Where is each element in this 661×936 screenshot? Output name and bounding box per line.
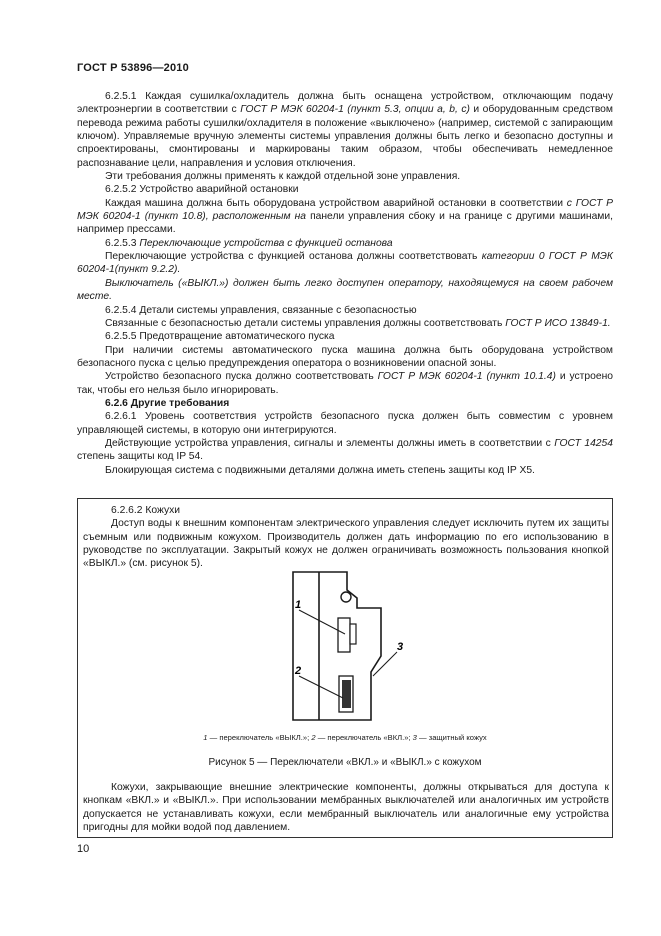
text: 6.2.5.1 Каждая сушилка/охладитель должна быть оснащена устройством, отключающим подачу электроэнергии в соответствии с (77, 91, 613, 116)
figure-legend (77, 733, 613, 742)
para-covers-2: Кожухи, закрывающие внешние электрические компоненты, должны открываться для доступа к кнопкам «ВКЛ.» и «ВЫКЛ.». При использовании мембранных выключателей или аналогичных им устройств допускается не устанавливать кожухи, если мембранный выключатель или аналогичные ему устройства пригодны для мойки водой под давлением. (83, 782, 609, 834)
document-header: ГОСТ Р 53896—2010 (77, 62, 189, 74)
reference: ГОСТ 14254 (554, 437, 613, 449)
para-6-2-5-1 (77, 90, 613, 170)
legend-text: — переключатель «ВЫКЛ.»; (207, 733, 312, 742)
figure-5-drawing (285, 568, 415, 728)
reference: ГОСТ Р МЭК 60204-1 (пункт 5.3, опции а, b, c) (240, 104, 470, 116)
heading-6-2-5-3 (77, 237, 613, 250)
legend-text: — защитный кожух (416, 733, 487, 742)
figure-label-2: 2 (295, 665, 302, 677)
para-6-2-5-2 (77, 197, 613, 237)
para-6-2-5-4 (77, 317, 613, 330)
text: степень защиты код IP 54. (77, 451, 204, 463)
para-covers: Доступ воды к внешним компонентам электрического управления следует исключить путем их защиты съемным или подвижным кожухом. Производитель должен дать информацию по его использованию в руководстве по эксплуатации. Закрытый кожух не должен ограничивать возможность пользования кнопкой «ВЫКЛ.» (см. рисунок 5). (83, 518, 609, 570)
text: Связанные с безопасностью детали системы управления должны соответствовать (105, 317, 506, 329)
para-6-2-6-1-b (77, 437, 613, 464)
para-6-2-5-3-switch: Выключатель («ВЫКЛ.») должен быть легко доступен оператору, находящемуся на своем рабочем месте. (77, 277, 613, 303)
protective-cover-outline (293, 572, 381, 720)
text: Устройство безопасного пуска должно соответствовать (105, 371, 378, 383)
leader-line-2 (299, 676, 343, 698)
heading-number: 6.2.5.3 (105, 237, 140, 249)
heading-text: Переключающие устройства с функцией останова (139, 237, 393, 249)
figure-caption: Рисунок 5 — Переключатели «ВКЛ.» и «ВЫКЛ.» с кожухом (208, 757, 482, 768)
reference: категории 0 ГОСТ Р МЭК 60204-1(пункт 9.2.2). (77, 251, 613, 276)
heading-6-2-5-5: 6.2.5.5 Предотвращение автоматического пуска (105, 331, 335, 343)
reference: ГОСТ Р ИСО 13849-1. (505, 317, 611, 329)
text: Каждая машина должна быть оборудована устройством аварийной остановки в соответствии (105, 197, 567, 209)
box-text-top (83, 504, 609, 571)
page-number: 10 (77, 843, 90, 855)
figure-label-3: 3 (397, 641, 404, 653)
reference: ГОСТ Р МЭК 60204-1 (пункт 10.1.4) (377, 371, 556, 383)
text: Переключающие устройства с функцией останова должны соответствовать (105, 251, 482, 263)
text: и устроено так, чтобы его нельзя было игнорировать. (77, 371, 613, 396)
legend-num: 1 (203, 733, 208, 742)
para-6-2-5-3 (77, 250, 613, 277)
heading-6-2-6: 6.2.6 Другие требования (105, 397, 230, 409)
legend-num: 3 (412, 733, 417, 742)
text: панели управления сбоку и на границе с другими машинами, например прессами. (77, 211, 613, 236)
para-6-2-5-5-b (77, 370, 613, 397)
off-switch-button (350, 624, 356, 644)
text: и оборудованным средством перевода режима работы сушилки/охладителя в положение «выключено» (например, системой с запирающим ключом). Управляемые вручную элементы системы управления должны быть легко и безопасно доступны и спроектированы, смонтированы и маркированы таким образом, чтобы обеспечивать немедленное распознавание цели, направления и условия отключения. (77, 104, 613, 169)
main-text (77, 90, 613, 477)
figure-label-1: 1 (295, 599, 302, 611)
text: Действующие устройства управления, сигналы и элементы должны иметь в соответствии с (105, 437, 555, 449)
box-text-bottom (83, 781, 609, 834)
off-switch (338, 618, 350, 652)
heading-6-2-5-2: 6.2.5.2 Устройство аварийной остановки (105, 184, 299, 196)
heading-6-2-6-2: 6.2.6.2 Кожухи (111, 505, 181, 516)
legend-text: — переключатель «ВКЛ.»; (315, 733, 413, 742)
hinge-icon (341, 592, 351, 602)
legend-num: 2 (311, 733, 316, 742)
para-6-2-5-5-a: При наличии системы автоматического пуска машина должна быть оборудована устройством безопасного пуска с целью предупреждения оператора о возникновении опасной зоны. (77, 344, 613, 369)
reference: с ГОСТ Р МЭК 60204-1 (пункт 10.8), расположенным на (77, 197, 614, 223)
para-6-2-6-1: 6.2.6.1 Уровень соответствия устройств безопасного пуска должен быть совместим с уровнем управляющей системы, в которую они интегрируются. (77, 411, 613, 436)
para-6-2-6-1-c: Блокирующая система с подвижными деталями должна иметь степень защиты код IP X5. (105, 464, 535, 476)
heading-6-2-5-4: 6.2.5.4 Детали системы управления, связанные с безопасностью (105, 304, 417, 316)
on-switch-button (342, 680, 351, 708)
para-zone: Эти требования должны применять к каждой отдельной зоне управления. (105, 171, 461, 183)
